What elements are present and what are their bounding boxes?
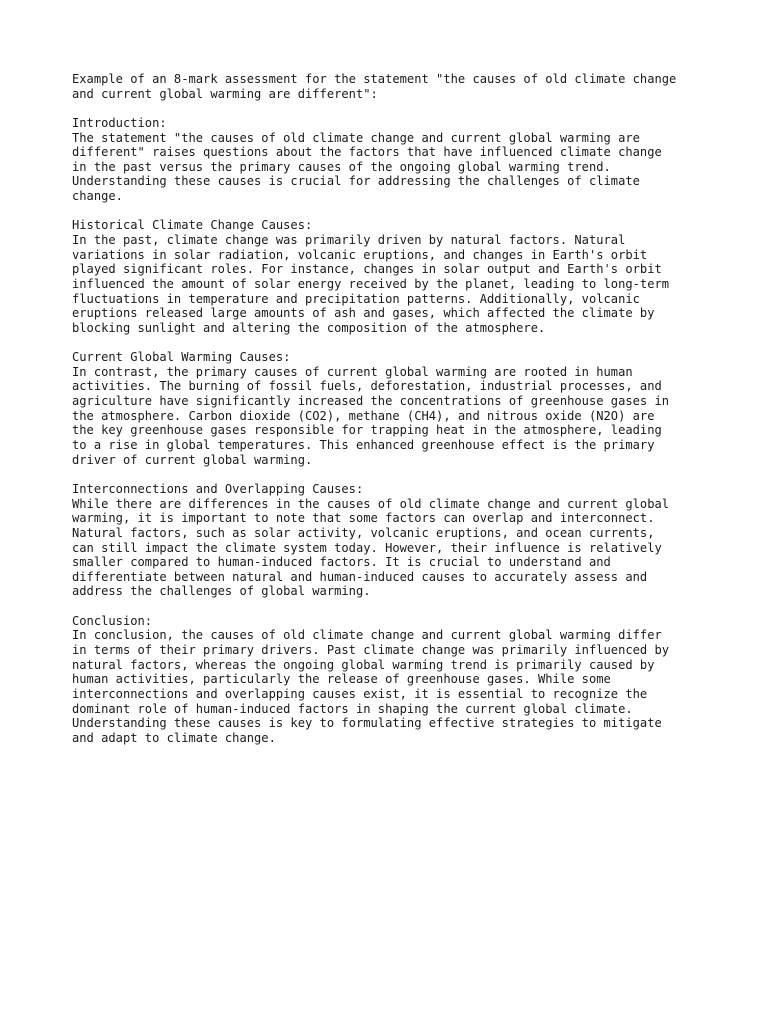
section-heading: Introduction: [72,115,167,130]
body-line: fluctuations in temperature and precipitation patterns. Additionally, volcanic [72,291,640,306]
body-line: interconnections and overlapping causes exist, it is essential to recognize the [72,686,648,701]
body-line: influenced the amount of solar energy received by the planet, leading to long-term [72,276,670,291]
section-heading: Historical Climate Change Causes: [72,218,313,233]
paragraph-gap [72,101,712,116]
body-line: differentiate between natural and human-induced causes to accurately assess and [72,569,648,584]
body-line: address the challenges of global warming. [72,584,371,599]
intro-line: and current global warming are different": [72,86,378,101]
section-historical-causes [72,218,712,335]
body-line: can still impact the climate system today. However, their influence is relatively [72,540,662,555]
body-line: Understanding these causes is key to formulating effective strategies to mitigate [72,716,662,731]
paragraph-gap [72,204,712,219]
body-line: Natural factors, such as solar activity, volcanic eruptions, and ocean currents, [72,525,655,540]
body-line: in the past versus the primary causes of the ongoing global warming trend. [72,159,611,174]
body-line: in terms of their primary drivers. Past climate change was primarily influenced by [72,642,670,657]
body-line: to a rise in global temperatures. This enhanced greenhouse effect is the primary [72,438,655,453]
section-introduction [72,116,712,204]
body-line: human activities, particularly the release of greenhouse gases. While some [72,672,611,687]
body-line: agriculture have significantly increased the concentrations of greenhouse gases in [72,394,670,409]
body-line: In conclusion, the causes of old climate change and current global warming differ [72,628,662,643]
body-line: change. [72,189,123,204]
body-line: blocking sunlight and altering the composition of the atmosphere. [72,320,546,335]
body-line: the key greenhouse gases responsible for trapping heat in the atmosphere, leading [72,423,662,438]
body-line: While there are differences in the causes of old climate change and current global [72,496,670,511]
body-line: played significant roles. For instance, changes in solar output and Earth's orbit [72,262,662,277]
body-line: The statement "the causes of old climate change and current global warming are [72,130,640,145]
body-line: warming, it is important to note that some factors can overlap and interconnect. [72,511,655,526]
section-conclusion [72,614,712,746]
body-line: natural factors, whereas the ongoing global warming trend is primarily caused by [72,657,655,672]
body-line: Understanding these causes is crucial for addressing the challenges of climate [72,174,640,189]
section-heading: Current Global Warming Causes: [72,350,291,365]
body-line: different" raises questions about the factors that have influenced climate change [72,145,662,160]
section-heading: Conclusion: [72,613,153,628]
intro-line: Example of an 8-mark assessment for the statement "the causes of old climate change [72,72,677,86]
paragraph-gap [72,467,712,482]
body-line: smaller compared to human-induced factors. It is crucial to understand and [72,555,611,570]
paragraph-gap [72,599,712,614]
section-interconnections [72,482,712,599]
section-current-causes [72,350,712,467]
document-intro [72,72,712,101]
body-line: dominant role of human-induced factors in shaping the current global climate. [72,701,633,716]
body-line: variations in solar radiation, volcanic eruptions, and changes in Earth's orbit [72,247,648,262]
body-line: the atmosphere. Carbon dioxide (CO2), methane (CH4), and nitrous oxide (N2O) are [72,408,655,423]
document-page [72,72,712,745]
body-line: driver of current global warming. [72,452,313,467]
body-line: and adapt to climate change. [72,730,276,745]
body-line: activities. The burning of fossil fuels, deforestation, industrial processes, and [72,379,662,394]
section-heading: Interconnections and Overlapping Causes: [72,481,364,496]
body-line: In contrast, the primary causes of current global warming are rooted in human [72,364,633,379]
body-line: In the past, climate change was primarily driven by natural factors. Natural [72,233,626,248]
paragraph-gap [72,336,712,351]
body-line: eruptions released large amounts of ash and gases, which affected the climate by [72,306,655,321]
